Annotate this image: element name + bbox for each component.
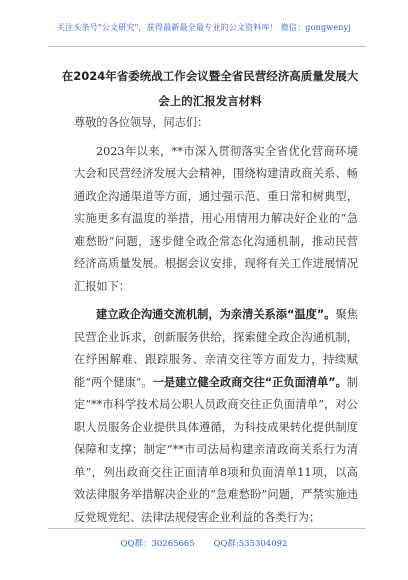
paragraph-2-text: 聚焦民营企业诉求，创新服务供给，探索健全政企沟通机制，在纾困解难、跟踪服务、亲清交往等方面发力，持续赋能“两个健康”。	[74, 308, 358, 389]
paragraph-2-heading: 建立政企沟通交流机制，为亲清关系添“温度”。	[96, 308, 336, 321]
header-banner: 关注头条号"公文研究"，获得最新最全最专业的公文资料库！ 微信：gongwenyj	[56, 23, 352, 32]
paragraph-1: 2023年以来，**市深入贯彻落实全省优化营商环境大会和民营经济发展大会精神，围绕构建清政商关系、畅通政企沟通渠道等方面，通过强示范、重日常和树典型，实施更多有温度的举措，用心用情用力解决好企业的“急难愁盼”问题，逐步健全政企常态化沟通机制，推动民营经济高质量发展。根据会议安排，现将有关工作进展情况汇报如下：	[74, 144, 358, 293]
greeting: 尊敬的各位领导，同志们：	[74, 116, 209, 129]
footer-qq-group-1: QQ群：30265665	[120, 539, 195, 549]
document-title	[52, 64, 368, 114]
footer	[0, 537, 408, 549]
title-line-2: 会上的汇报发言材料	[158, 94, 262, 108]
header-divider	[48, 46, 366, 47]
paragraph-2	[74, 304, 358, 529]
footer-divider	[48, 528, 366, 529]
paragraph-2-tail: 制定“**市科学技术局公职人员政商交往正负面清单”，对公职人员服务企业提供具体遵循，为科技成果转化提供制度保障和支撑；制定“**市司法局构建亲清政商关系行为清单”，列出政商交往正面清单8项和负面清单11项，以高效法律服务举措解决企业的“急难愁盼”问题，严禁实施违反党规党纪、法律法规侵害企业利益的各类行为；	[74, 375, 358, 524]
footer-qq-group-2: QQ群:535304092	[213, 539, 288, 549]
paragraph-2-subheading: 一是建立健全政商交往“正负面清单”。	[152, 375, 347, 389]
title-line-1: 在2024年省委统战工作会议暨全省民营经济高质量发展大	[61, 69, 359, 83]
document-body	[74, 112, 358, 529]
